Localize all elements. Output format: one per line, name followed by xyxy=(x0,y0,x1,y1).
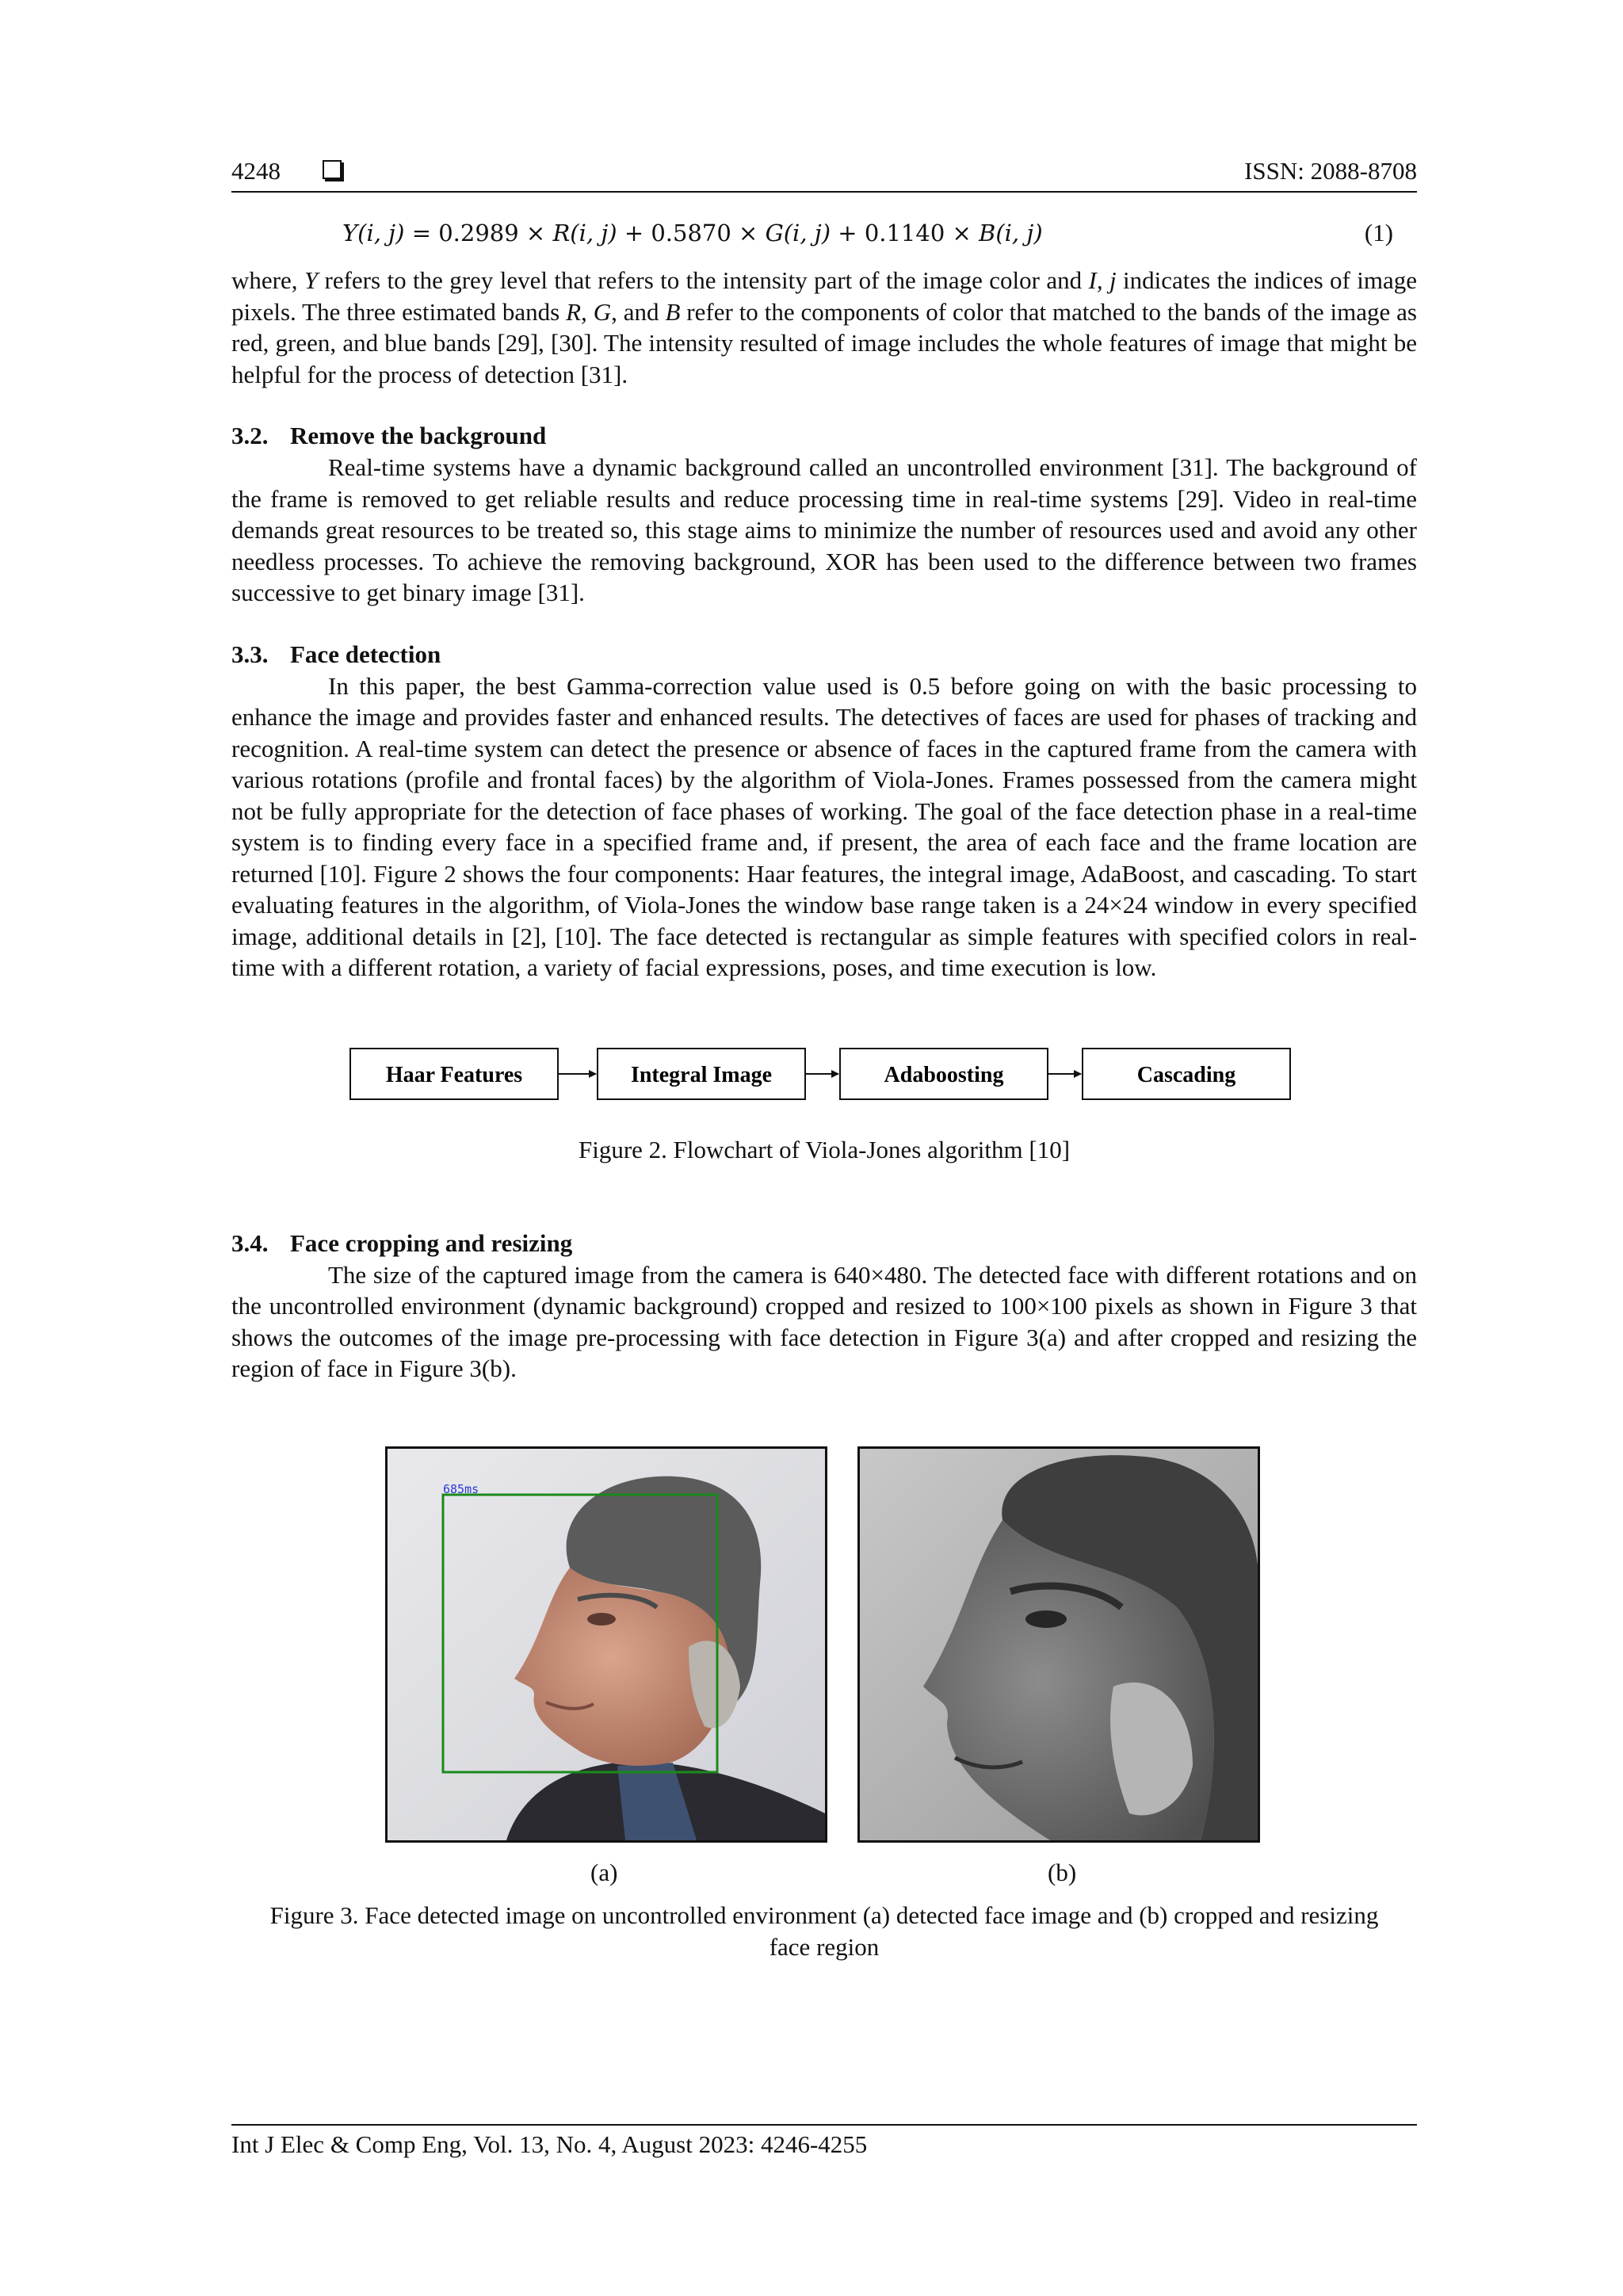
figure-3 xyxy=(231,1446,1417,1890)
eq-term-b: × B(i, j) xyxy=(945,220,1043,246)
face-photo-color xyxy=(388,1449,825,1840)
detection-time-label: 685ms xyxy=(443,1481,479,1496)
italic-var: I, j xyxy=(1088,266,1117,294)
italic-var: Y xyxy=(304,266,319,294)
flow-label-integral: Integral Image xyxy=(630,1062,773,1087)
footer-citation: Int J Elec & Comp Eng, Vol. 13, No. 4, August 2023: 4246-4255 xyxy=(231,2130,868,2158)
square-bullet-icon xyxy=(323,160,342,179)
equation-body xyxy=(342,209,1043,257)
text-span: , and xyxy=(611,297,666,326)
section-title: Face detection xyxy=(290,640,441,668)
page xyxy=(231,151,1417,1963)
text-span: indicates the indices of image pixels. The three estimated bands xyxy=(231,266,1417,326)
figure-3-caption: Figure 3. Face detected image on uncontrolled environment (a) detected face image and (b) cropped and resizing face region xyxy=(269,1901,1379,1961)
section-number: 3.2. xyxy=(231,422,269,449)
eq-equals: = xyxy=(404,220,439,246)
flow-label-adaboost: Adaboosting xyxy=(884,1062,1004,1087)
italic-var: B xyxy=(665,297,681,326)
paragraph-remove-background: Real-time systems have a dynamic background called an uncontrolled environment [31]. The background of the frame is removed to get reliable results and reduce processing time in real-time systems [29]. Video in real-time demands great resources to be treated so, this stage aims to minimize the number of resources used and avoid any other needless processes. To achieve the removing background, XOR has been used to the difference between two frames successive to get binary image [31]. xyxy=(231,453,1417,606)
text-span: where, xyxy=(231,266,304,294)
paragraph-face-cropping: The size of the captured image from the camera is 640×480. The detected face with different rotations and on the uncontrolled environment (dynamic background) cropped and resized to 100×100 pixels as shown in Figure 3 that shows the outcomes of the image pre-processing with face detection in Figure 3(a) and after cropped and resizing the region of face in Figure 3(b). xyxy=(231,1260,1417,1382)
section-heading-3-4 xyxy=(231,1228,1417,1259)
section-heading-3-3 xyxy=(231,639,1417,670)
flowchart-svg xyxy=(231,1045,1417,1102)
flow-label-haar: Haar Features xyxy=(385,1062,523,1087)
paragraph-equation-explanation xyxy=(231,265,1417,390)
eq-lhs: Y(i, j) xyxy=(342,220,405,246)
eq-coef-g: 0.5870 xyxy=(651,220,731,246)
header-rule xyxy=(231,191,1417,193)
eq-coef-r: 0.2989 xyxy=(438,220,519,246)
page-number: 4248 xyxy=(231,157,281,185)
issn-label: ISSN: 2088-8708 xyxy=(1244,157,1417,185)
figure-2-flowchart xyxy=(231,1045,1417,1102)
figure-3a-detected-face-image xyxy=(385,1446,827,1843)
footer-rule xyxy=(231,2124,1417,2126)
section-title: Remove the background xyxy=(290,422,547,449)
eq-term-r: × R(i, j) + xyxy=(518,220,651,246)
flow-label-cascading: Cascading xyxy=(1136,1062,1236,1087)
section-title: Face cropping and resizing xyxy=(290,1228,573,1257)
text-span: refer to the components of color that matched to the bands of the image as red, green, and blue bands [29], [30]. The intensity resulted of image includes the whole features of image that might be helpful for the process of detection [31]. xyxy=(231,297,1417,388)
section-number: 3.4. xyxy=(231,1228,269,1257)
eq-term-g: × G(i, j) + xyxy=(731,220,865,246)
equation-number: (1) xyxy=(1364,219,1393,246)
figure-3a-label: (a) xyxy=(590,1858,618,1886)
page-header xyxy=(231,151,1417,192)
eq-coef-b: 0.1140 xyxy=(864,220,945,246)
section-heading-3-2 xyxy=(231,420,1417,452)
figure-3b-cropped-face-image xyxy=(857,1446,1260,1843)
section-number: 3.3. xyxy=(231,640,269,668)
paragraph-face-detection: In this paper, the best Gamma-correction value used is 0.5 before going on with the basic processing to enhance the image and provides faster and enhanced results. The detectives of faces are used for phases of tracking and recognition. A real-time system can detect the presence or absence of faces in the captured frame from the camera with various rotations (profile and frontal faces) by the algorithm of Viola-Jones. Frames possessed from the camera might not be fully appropriate for the detection of face phases of working. The goal of the face detection phase in a real-time system is to finding every face in a specified frame and, if present, the area of each face and the frame location are returned [10]. Figure 2 shows the four components: Haar features, the integral image, AdaBoost, and cascading. To start evaluating features in the algorithm, of Viola-Jones the window base range taken is a 24×24 window in every specified image, additional details in [2], [10]. The face detected is rectangular as simple features with specified colors in real-time with a different rotation, a variety of facial expressions, poses, and time execution is low. xyxy=(231,671,1417,981)
text-span: refers to the grey level that refers to the intensity part of the image color and xyxy=(318,266,1089,294)
figure-3b-label: (b) xyxy=(1048,1858,1077,1886)
italic-var: R, G xyxy=(566,297,612,326)
face-photo-grey xyxy=(860,1449,1258,1840)
equation-1 xyxy=(231,209,1417,257)
figure-2-caption: Figure 2. Flowchart of Viola-Jones algorithm [10] xyxy=(578,1135,1071,1163)
